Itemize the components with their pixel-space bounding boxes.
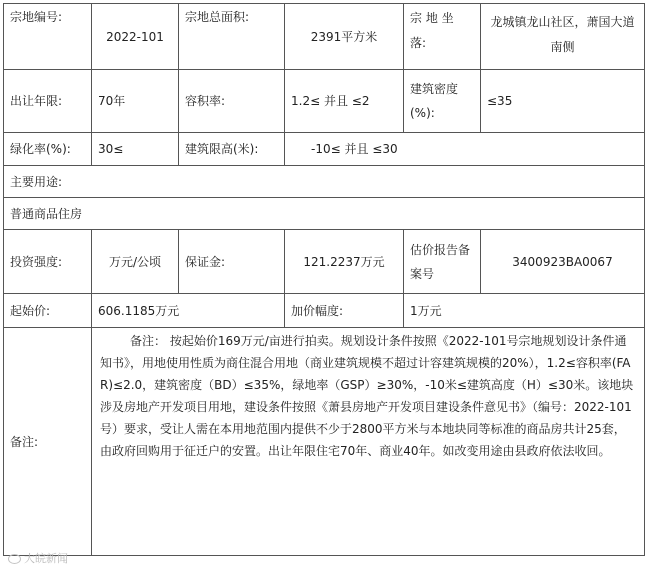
total-area-label: 宗地总面积:	[179, 4, 285, 70]
watermark	[8, 550, 68, 566]
table-row	[4, 230, 645, 294]
total-area-value: 2391平方米	[285, 4, 404, 70]
start-price-value: 606.1185万元	[92, 294, 285, 328]
appraisal-label-line2: 案号	[410, 266, 435, 281]
increment-value: 1万元	[404, 294, 645, 328]
term-label: 出让年限:	[4, 70, 92, 133]
density-label-line2: (%):	[410, 106, 435, 120]
location-label	[404, 4, 481, 70]
green-rate-value: 30≤	[92, 133, 179, 166]
green-rate-label: 绿化率(%):	[4, 133, 92, 166]
table-row	[4, 70, 645, 133]
appraisal-value: 3400923BA0067	[481, 230, 645, 294]
deposit-value: 121.2237万元	[285, 230, 404, 294]
main-use-value: 普通商品住房	[4, 198, 645, 230]
deposit-label: 保证金:	[179, 230, 285, 294]
location-value: 龙城镇龙山社区，萧国大道南侧	[481, 4, 645, 70]
parcel-no-value: 2022-101	[92, 4, 179, 70]
table-row	[4, 4, 645, 70]
height-limit-label: 建筑限高(米):	[179, 133, 285, 166]
watermark-text: 大皖新闻	[24, 552, 68, 565]
parcel-no-label: 宗地编号:	[4, 4, 92, 70]
start-price-label: 起始价:	[4, 294, 92, 328]
table-row	[4, 133, 645, 166]
height-limit-value: -10≤ 并且 ≤30	[285, 133, 645, 166]
investment-label: 投资强度:	[4, 230, 92, 294]
table-row	[4, 166, 645, 198]
table-row	[4, 198, 645, 230]
plot-ratio-label: 容积率:	[179, 70, 285, 133]
density-value: ≤35	[481, 70, 645, 133]
table-row	[4, 328, 645, 556]
increment-label: 加价幅度:	[285, 294, 404, 328]
table-row	[4, 294, 645, 328]
main-use-label: 主要用途:	[4, 166, 645, 198]
density-label	[404, 70, 481, 133]
term-value: 70年	[92, 70, 179, 133]
appraisal-label-line1: 估价报告备	[410, 242, 471, 257]
appraisal-label	[404, 230, 481, 294]
density-label-line1: 建筑密度	[410, 82, 459, 96]
remarks-text: 备注： 按起始价169万元/亩进行拍卖。规划设计条件按照《2022-101号宗地规划设计条件通知书》，用地使用性质为商住混合用地（商业建筑规模不超过计容建筑规模的20%），1.2≤容积率(FAR)≤2.0，建筑密度（BD）≤35%，绿地率（GSP）≥30%，-10米≤建筑高度（H）≤30米。该地块涉及房地产开发项目用地，建设条件按照《萧县房地产开发项目建设条件意见书》（编号：2022-101号）要求，受让人需在本用地范围内提供不少于2800平方米与本地块同等标准的商品房共计25套，由政府回购用于征迁户的安置。出让年限住宅70年、商业40年。如改变用途由县政府依法收回。	[92, 328, 645, 556]
watermark-logo-icon	[8, 554, 21, 564]
land-parcel-table	[3, 3, 645, 556]
investment-value: 万元/公顷	[92, 230, 179, 294]
location-label-line1: 宗 地 坐	[410, 11, 454, 25]
plot-ratio-value: 1.2≤ 并且 ≤2	[285, 70, 404, 133]
location-label-line2: 落:	[410, 36, 427, 50]
remarks-label: 备注:	[4, 328, 92, 556]
